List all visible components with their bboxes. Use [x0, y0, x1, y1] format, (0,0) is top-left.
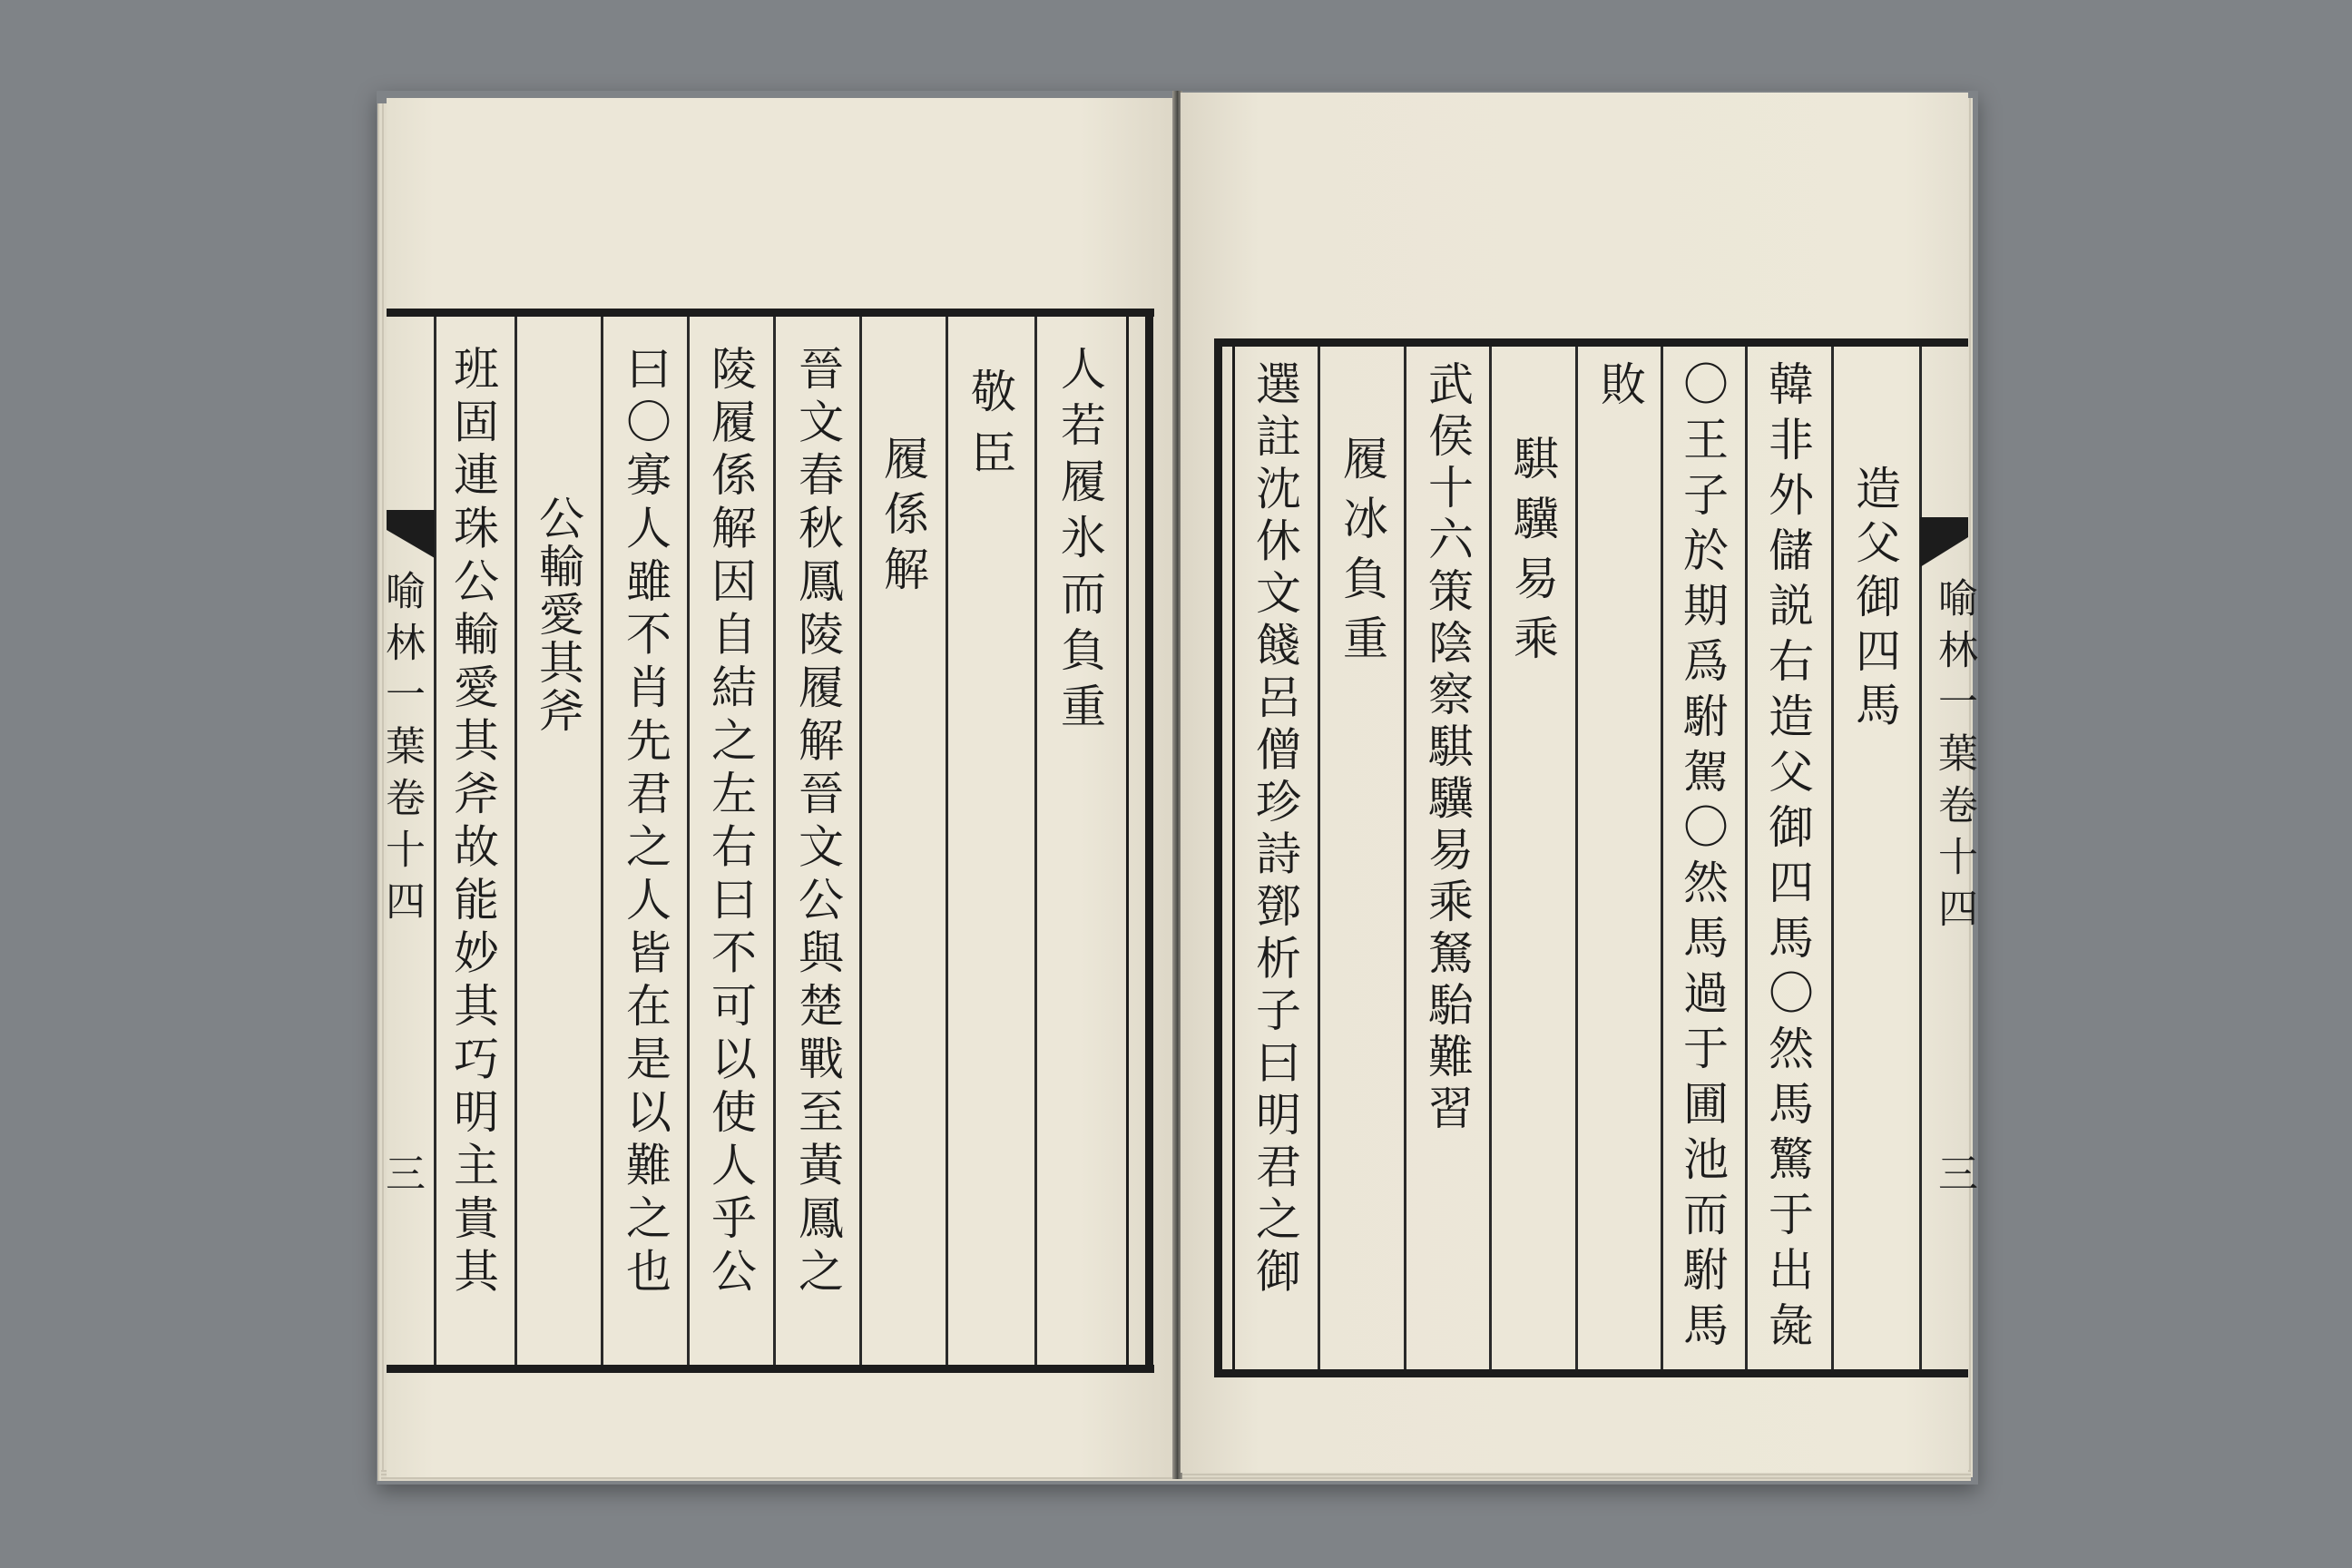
text-column: 班固連珠公輸愛其斧故能妙其巧明主貴其: [446, 345, 499, 1300]
center-band-page-number: 三: [1931, 1152, 1977, 1204]
column-rule: [1034, 317, 1037, 1365]
column-rule: [1831, 347, 1834, 1369]
column-rule: [1489, 347, 1492, 1369]
text-column: 履冰負重: [1336, 435, 1388, 674]
text-column: 武侯十六策陰察騏驥易乘駑駘難習: [1421, 360, 1474, 1136]
right-page: [1181, 93, 1977, 1473]
text-column: 敗: [1593, 360, 1646, 406]
text-column: 騏驥易乘: [1506, 435, 1559, 674]
frame-outer-side-border: [1145, 309, 1153, 1373]
text-column: 敬臣: [964, 368, 1016, 491]
frame-outer-side-border: [1214, 338, 1222, 1377]
column-rule: [601, 317, 603, 1365]
text-column: 韓非外儲説右造父御四馬〇然馬驚于出彘: [1761, 360, 1814, 1357]
column-rule: [1318, 347, 1320, 1369]
text-column: 曰〇寡人雖不肖先君之人皆在是以難之也: [619, 345, 671, 1300]
column-rule: [1404, 347, 1406, 1369]
frame-bottom-border: [1214, 1369, 1968, 1377]
column-rule: [514, 317, 517, 1365]
text-column: 公輸愛其斧: [532, 495, 584, 735]
fish-tail-mark: [387, 510, 435, 558]
center-band-title: 喻林一葉卷十四: [1931, 577, 1977, 939]
frame-inner-side-border: [1232, 347, 1235, 1369]
frame-bottom-border: [387, 1365, 1154, 1373]
column-rule: [946, 317, 948, 1365]
center-band-rule: [1919, 347, 1922, 1369]
center-band-page-number: 三: [378, 1152, 425, 1204]
column-rule: [1745, 347, 1748, 1369]
column-rule: [1575, 347, 1578, 1369]
frame-inner-side-border: [1126, 317, 1129, 1365]
column-rule: [773, 317, 776, 1365]
text-column: 〇王子於期爲駙駕〇然馬過于圃池而駙馬: [1676, 360, 1729, 1357]
text-column: 選註沈休文餞呂僧珍詩鄧析子曰明君之御: [1249, 360, 1301, 1299]
text-column: 造父御四馬: [1848, 465, 1901, 735]
left-page: [378, 98, 1174, 1477]
center-band-title: 喻林一葉卷十四: [378, 570, 425, 932]
text-column: 陵履係解因自結之左右曰不可以使人乎公: [704, 345, 757, 1300]
column-rule: [687, 317, 690, 1365]
column-rule: [859, 317, 862, 1365]
text-column: 履係解: [877, 435, 929, 601]
text-column: 晉文春秋鳳陵履解晉文公與楚戰至黃鳳之: [791, 345, 844, 1300]
text-column: 人若履氷而負重: [1054, 345, 1106, 739]
center-band-rule: [434, 317, 436, 1365]
frame-top-border: [1214, 338, 1968, 347]
fish-tail-mark: [1920, 517, 1968, 567]
frame-top-border: [387, 309, 1154, 317]
column-rule: [1661, 347, 1663, 1369]
